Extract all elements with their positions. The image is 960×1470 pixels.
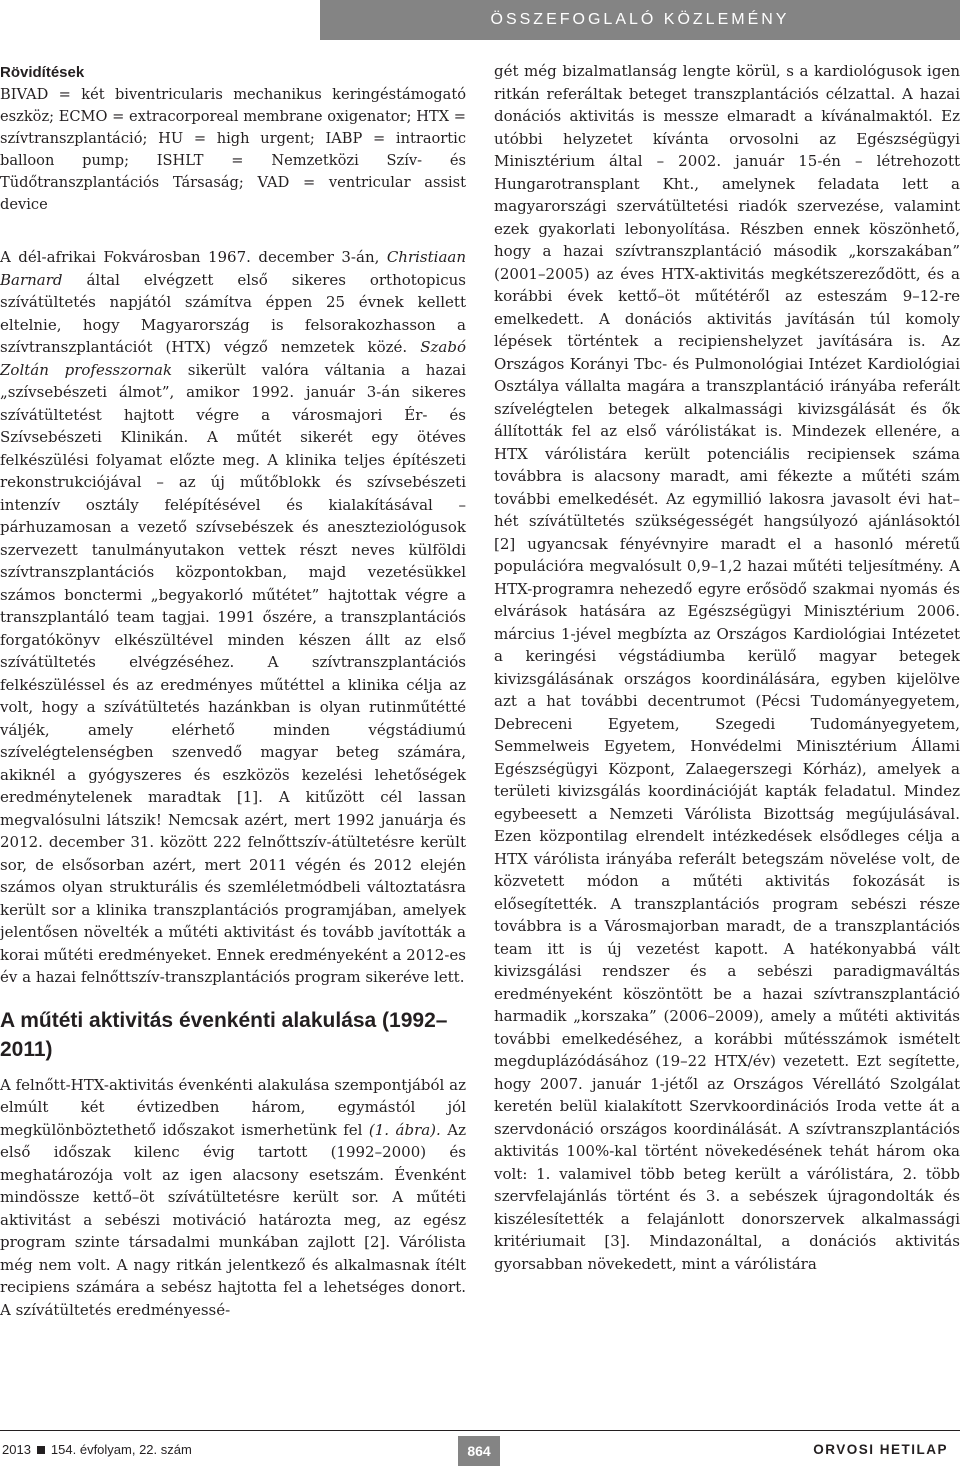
footer-issue-info [2, 1442, 192, 1457]
page-number-box [458, 1436, 500, 1466]
journal-name: ORVOSI HETILAP [813, 1442, 948, 1457]
page-footer [0, 1436, 960, 1466]
right-column-paragraph: gét még bizalmatlanság lengte körül, s a kardiológusok igen ritkán referáltak beteget transzplantációs célzattal. A hazai donációs aktivitás is messze elmaradt a kívánalmaktól. Ez utóbbi helyzetet kívánta orvosolni az Egészségügyi Minisztérium által – 2002. január 15-én – létrehozott Hungarotransplant Kht., amelynek feladata lett a magyarországi szervátültetési riadók szervezése, valamint ezek gyakorlati lebonyolítása. Részben ennek köszönhető, hogy a hazai szívtranszplantáció második „korszakában” (2001–2005) az éves HTX-aktivitás megkétszereződött, és a korábbi évek kettő–öt műtétéről az esteszám 9–12-re emelkedett. A donációs aktivitás javításán túl komoly lépések történtek a recipienshelyzet javítására is. Az Országos Korányi Tbc- és Pulmonológiai Intézet Kardiológiai Osztálya vállalta magára a transzplantáció irányába referált szívelégtelen betegek alkalmassági kivizsgálását és ők állították fel az első várólistákat is. Mindezek ellenére, a HTX várólistára került potenciális recipiensek száma továbbra is alacsony maradt, ami fékezte a műtéti szám további emelkedését. Az egymillió lakosra javasolt évi hat–hét szívátültetés szükségességét hangsúlyozó ajánlásoktól [2] ugyancsak fényévnyire maradt el a hasonló méretű populációra megvalósult 0,9–1,2 hazai műtéti teljesítmény. A HTX-programra nehezedő egyre erősödő szakmai nyomás és elvárások hatására az Egészségügyi Minisztérium 2006. március 1-jével megbízta az Országos Kardiológiai Intézetet a keringési végstádiumba kerülő magyar betegek kivizsgálásának országos koordinálására, egyben kijelölve azt a hat további decentrumot (Pécsi Tudományegyetem, Debreceni Egyetem, Szegedi Tudományegyetem, Semmelweis Egyetem, Honvédelmi Minisztérium Állami Egészségügyi Központ, Zalaegerszegi Kórház), amelyek a területi kivizsgálás koordinációját kapták feladatul. Mindez egybeesett a Nemzeti Várólista Bizottság megújulásával. Ezen központilag elrendelt intézkedések elsődleges célja a HTX várólista irányába referált betegszám növelése volt, de közvetett módon a műtéti aktivitás fokozását is elősegítették. A transzplantációs program sebészi része továbbra is a Városmajorban maradt, de a transzplantációs team itt is új vezetést kapott. A hatékonyabbá vált kivizsgálási rendszer és a sebészi paradigmaváltás eredményeként köszöntött be a hazai szívtranszplantáció harmadik „korszaka” (2006–2009), amely a műtéti aktivitás további emelkedéséhez, a korábbi műtésszámok ismételt megduplázódásához (19–22 HTX/év) vezetett. Ezt segítette, hogy 2007. január 1-jétől az Országos Vérellátó Szolgálat keretén belül kialakított Szervkoordinációs Iroda vette át a szervdonáció országos koordinálását. A szívtranszplantációs aktivitás 100%-kal történt növekedésének tehát három oka volt: 1. valamivel több beteg került a várólistára, 2. több szervfelajánlás történt és 3. a sebészek újragondolták és kiszélesítették a felajánlott donorszervek alkalmassági kritériumait [3]. Mindazonáltal, a donációs aktivitás gyorsabban növekedett, mint a várólistára [494, 62, 960, 1273]
abbreviations-title: Rövidítések [0, 64, 85, 81]
footer-divider [0, 1430, 960, 1431]
intro-paragraph [0, 246, 466, 989]
left-column [0, 62, 466, 1321]
footer-year: 2013 [2, 1442, 31, 1457]
intro-text-2: által elvégzett első sikeres orthotopicus szívátültetés napjától számítva éppen 25 évnek kellett eltelnie, hogy Magyarország is felsorakozhasson a szívtranszplantációt (HTX) végző nemzetek közé. [0, 270, 466, 356]
intro-italic-1: Christiaan Barnard [0, 248, 466, 289]
abbreviations-text: BIVAD = két biventricularis mechanikus keringéstámogató eszköz; ECMO = extracorporeal membrane oxigenator; HTX = szívtranszplantáció; HU = high urgent; IABP = intraortic balloon pump; ISHLT = Nemzetközi Szív- és Tüdőtranszplantációs Társaság; VAD = ventricular assist device [0, 86, 466, 213]
section-heading: A műtéti aktivitás évenkénti alakulása (1992–2011) [0, 1008, 448, 1061]
figure-reference: (1. ábra). [368, 1120, 441, 1139]
page-number: 864 [467, 1443, 491, 1459]
section-paragraph [0, 1074, 466, 1322]
section-text-1: A felnőtt-HTX-aktivitás évenkénti alakulása szempontjából az elmúlt két évtizedben három, egymástól jól megkülönböztethető időszakot ismerhetünk fel [0, 1075, 466, 1139]
square-bullet-icon [37, 1446, 45, 1454]
intro-italic-2: Szabó Zoltán professzornak [0, 338, 466, 379]
footer-volume: 154. évfolyam, 22. szám [50, 1442, 192, 1457]
section-label: ÖSSZEFOGLALÓ KÖZLEMÉNY [490, 11, 790, 28]
intro-text-3: sikerült valóra váltania a hazai „szívsebészeti álmot”, amikor 1992. január 3-án sikeres szívátültetést hajtott végre a városmajori Ér- és Szívsebészeti Klinikán. A műtét sikerét egy ötéves felkészülési folyamat előzte meg. A klinika teljes építészeti rekonstrukciójával – az új műtőblokk és szívsebészeti intenzív osztály felépítésével és kialakításával – párhuzamosan a vezető szívsebészek és aneszteziológusok szervezett tanulmányutakon vettek részt neves külföldi szívtranszplantációs központokban, majd vezetésükkel számos bonctermi „begyakorló műtétet” hajtottak végre a transzplantáló team tagjai. 1991 őszére, a transzplantációs forgatókönyv elkészültével minden készen állt az első szívátültetés elvégzéséhez. A szívtranszplantációs felkészüléssel és az eredményes műtéttel a klinika célja az volt, hogy a szívátültetés hazánkban is olyan rutinműtétté váljék, amely elérhető minden végstádiumú szívelégtelenségben szenvedő magyar beteg számára, akiknél a gyógyszeres és eszközös kezelési lehetőségek eredménytelenek maradtak [1]. A kitűzött cél lassan megvalósulni látszik! Nemcsak azért, mert 1992 januárja és 2012. december 31. között 222 felnőttszív-átültetésre került sor, de elsősorban azért, mert 2011 végén és 2012 elején számos olyan strukturális és szemléletmódbeli változtatásra került sor a klinika transzplantációs programjában, amelyek jelentősen növelték a műtéti aktivitást és tovább javították a korai műtéti eredményeket. Ennek eredményeként a 2012-es év a hazai felnőttszív-transzplantációs program sikeréve lett. [0, 360, 466, 986]
intro-text-1: A dél-afrikai Fokvárosban 1967. december 3-án, [0, 248, 387, 266]
right-column [494, 60, 960, 1275]
section-text-2: Az első időszak kilenc évig tartott (1992–2000) és meghatározója volt az igen alacsony esetszám. Évenként mindössze kettő–öt szívátültetésre került sor. A műtéti aktivitást a sebészi motiváció határozta meg, az egész program szinte társadalmi munkában zajlott [2]. Várólista még nem volt. A nagy ritkán jelentkező és alkalmasnak ítélt recipiens számára a sebész hajtotta fel a lehetséges donort. A szívátültetés eredményessé- [0, 1120, 466, 1319]
section-header-bar [320, 0, 960, 40]
